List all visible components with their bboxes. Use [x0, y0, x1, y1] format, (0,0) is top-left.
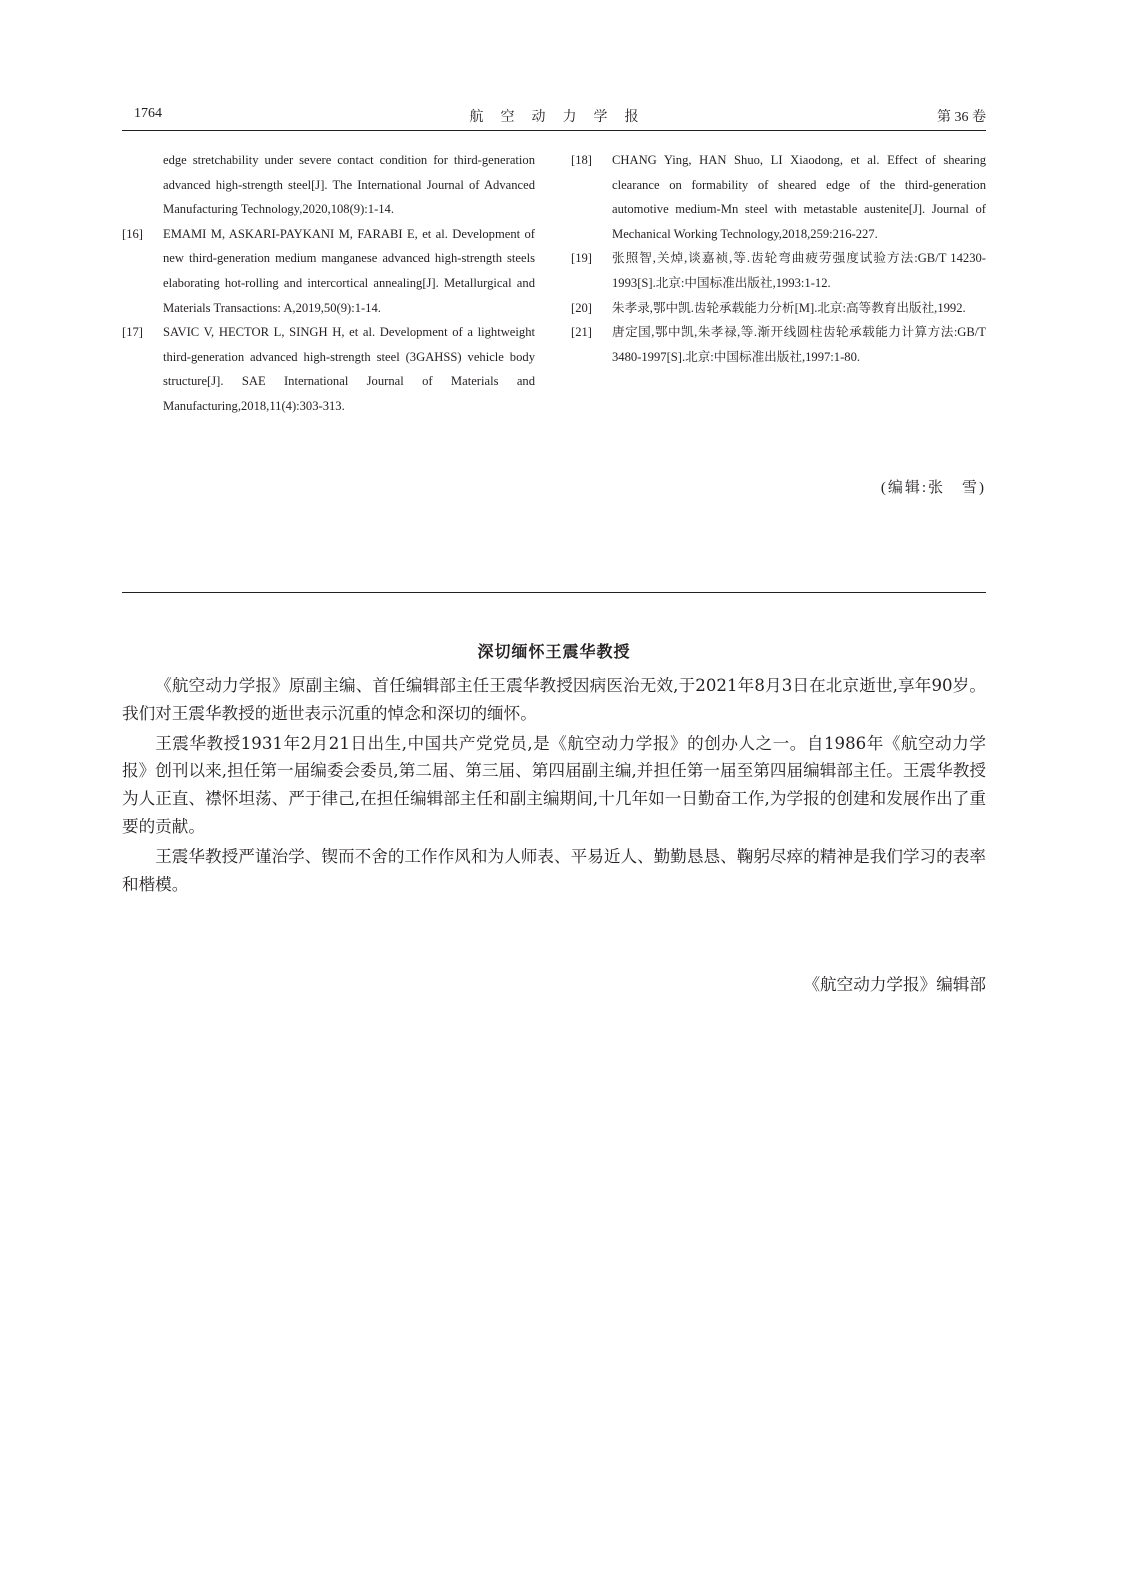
reference-number: [16]: [122, 226, 143, 241]
running-header: [122, 104, 986, 131]
reference-number: [19]: [571, 251, 592, 266]
reference-number: [17]: [122, 325, 143, 340]
section-divider: [122, 592, 986, 593]
obituary-body: [122, 672, 986, 900]
reference-text: edge stretchability under severe contact condition for third-generation advanced high-strength steel[J]. The International Journal of Advanced Manufacturing Technology,2020,108(9):1-14.: [163, 153, 535, 217]
references-left-column: [122, 148, 535, 419]
obituary-title: 深切缅怀王震华教授: [477, 642, 631, 661]
reference-text: CHANG Ying, HAN Shuo, LI Xiaodong, et al. Effect of shearing clearance on formability of sheared edge of the third-generation automotive medium-Mn steel with metastable austenite[J]. Journal of Mechanical Working Technology,2018,259:216-227.: [612, 153, 986, 241]
obituary-signature: 《航空动力学报》编辑部: [803, 975, 986, 994]
reference-number: [21]: [571, 325, 592, 340]
reference-item: [122, 320, 535, 418]
reference-text: 唐定国,鄂中凯,朱孝禄,等.渐开线圆柱齿轮承载能力计算方法:GB/T 3480-1997[S].北京:中国标准出版社,1997:1-80.: [612, 325, 986, 364]
reference-text: EMAMI M, ASKARI-PAYKANI M, FARABI E, et al. Development of new third-generation medium manganese advanced high-strength steels elaborating hot-rolling and intercortical annealing[J]. Metallurgical and Materials Transactions: A,2019,50(9):1-14.: [163, 226, 535, 315]
obituary-paragraph: 王震华教授1931年2月21日出生,中国共产党党员,是《航空动力学报》的创办人之一。自1986年《航空动力学报》创刊以来,担任第一届编委会委员,第二届、第三届、第四届副主编,并担任第一届至第四届编辑部主任。王震华教授为人正直、襟怀坦荡、严于律己,在担任编辑部主任和副主编期间,十几年如一日勤奋工作,为学报的创建和发展作出了重要的贡献。: [122, 733, 986, 836]
reference-item: [122, 148, 535, 222]
references-right-column: [571, 148, 986, 369]
reference-item: [122, 222, 535, 320]
reference-text: SAVIC V, HECTOR L, SINGH H, et al. Development of a lightweight third-generation advanced high-strength steel (3GAHSS) vehicle body structure[J]. SAE International Journal of Materials and Manufacturing,2018,11(4):303-313.: [163, 325, 535, 413]
reference-number: [18]: [571, 153, 592, 167]
obituary-paragraph: 王震华教授严谨治学、锲而不舍的工作作风和为人师表、平易近人、勤勤恳恳、鞠躬尽瘁的精神是我们学习的表率和楷模。: [122, 846, 986, 894]
reference-item: [571, 296, 986, 321]
reference-text: 朱孝录,鄂中凯.齿轮承载能力分析[M].北京:高等教育出版社,1992.: [612, 300, 966, 315]
page-number: 1764: [134, 106, 162, 121]
reference-item: [571, 246, 986, 295]
journal-title: 航空动力学报: [469, 110, 656, 125]
reference-text: 张照智,关焯,谈嘉祯,等.齿轮弯曲疲劳强度试验方法:GB/T 14230-1993[S].北京:中国标准出版社,1993:1-12.: [612, 251, 986, 290]
obituary-paragraph: 《航空动力学报》原副主编、首任编辑部主任王震华教授因病医治无效,于2021年8月3日在北京逝世,享年90岁。我们对王震华教授的逝世表示沉重的悼念和深切的缅怀。: [122, 676, 986, 723]
volume-label: 第 36 卷: [937, 110, 986, 125]
reference-number: [20]: [571, 300, 592, 315]
reference-item: [571, 320, 986, 369]
editor-credit: (编辑:张 雪): [880, 480, 986, 496]
reference-item: [571, 148, 986, 246]
